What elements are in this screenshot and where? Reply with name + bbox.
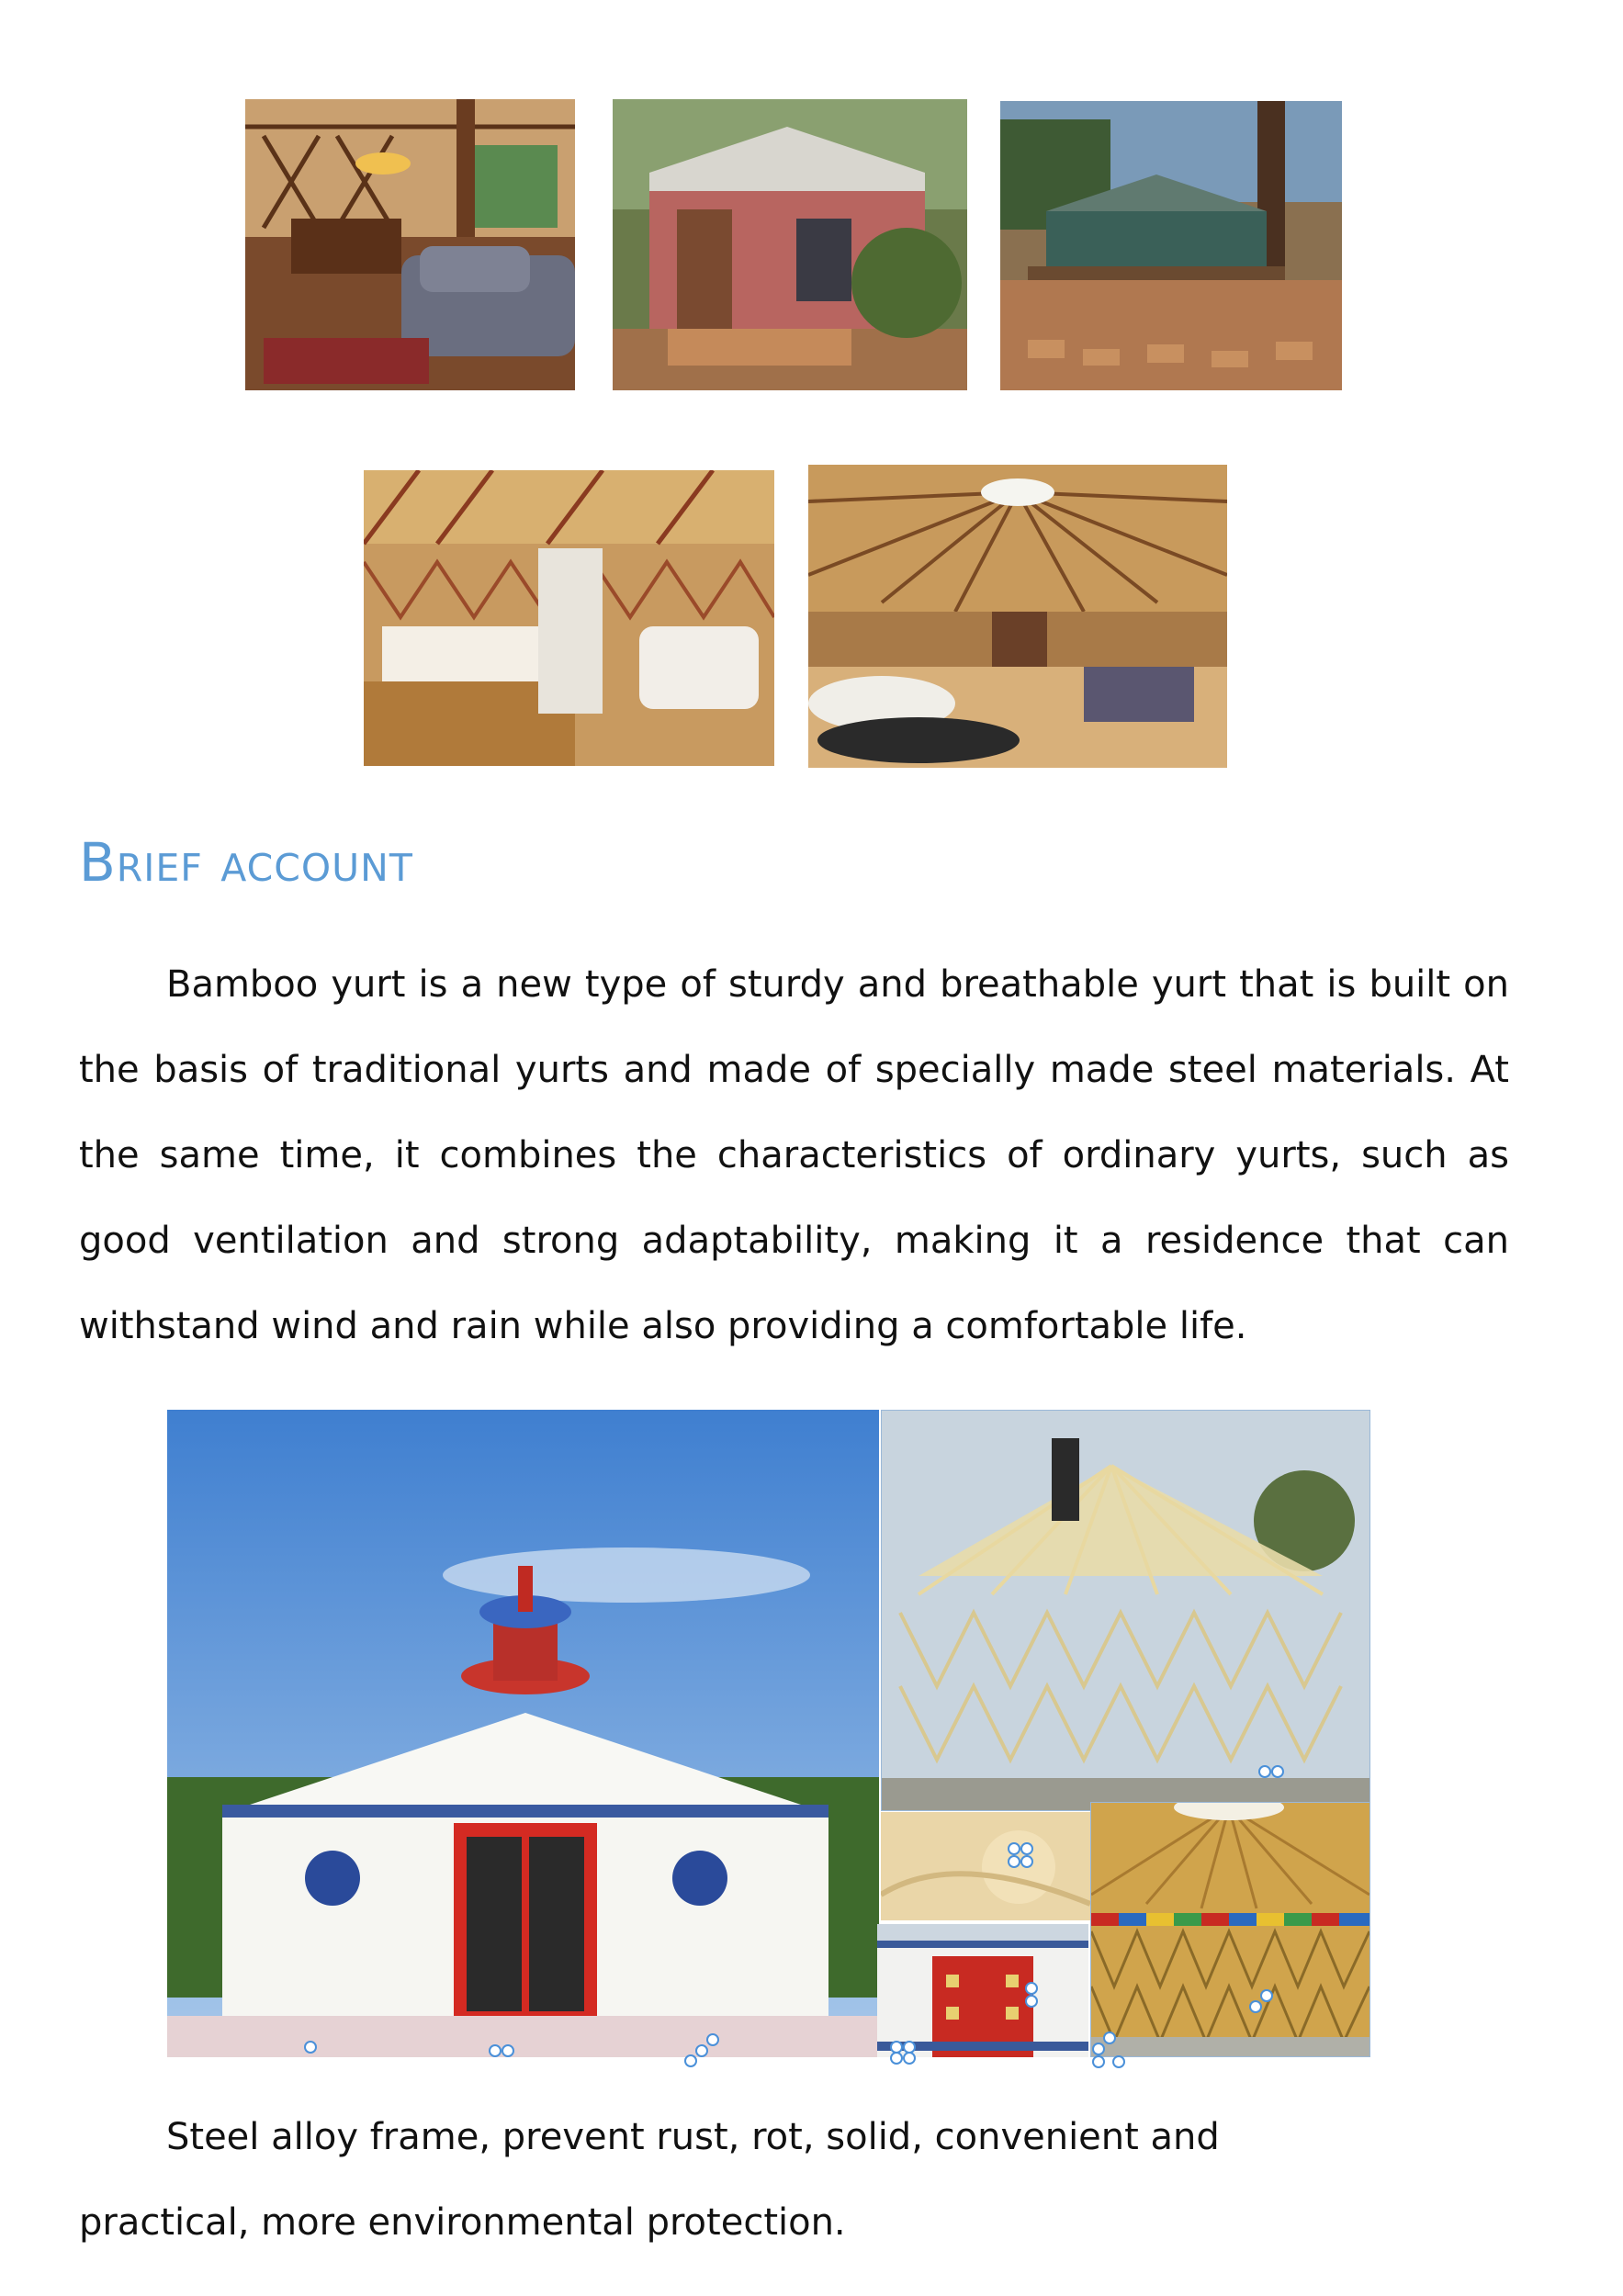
yurt-bedroom-interior-photo [364,470,774,766]
anchor-handle-icon [1092,2043,1105,2055]
yurt-on-deck-forest-photo [1000,101,1342,390]
anchor-handle-icon [1020,1855,1033,1868]
anchor-handle-icon [706,2033,719,2046]
anchor-handle-icon [1025,1995,1038,2008]
yurt-ceiling-interior-photo [1090,1802,1370,2057]
anchor-handle-icon [903,2052,916,2065]
anchor-handle-icon [1112,2055,1125,2068]
anchor-handle-icon [1020,1842,1033,1855]
anchor-handle-icon [890,2052,903,2065]
description-paragraph: Bamboo yurt is a new type of sturdy and breathable yurt that is built on the basis of traditional yurts and made of specially made steel materials. At the same time, it combines the characteristics of ordinary yurts, such as good ventilation and strong adaptability, making it a residence that can withstand wind and rain while also providing a comfortable life. [79,963,1509,1347]
yurt-interior-living-room-photo [245,99,575,390]
yurt-kitchen-interior-photo [808,465,1227,768]
anchor-handle-icon [1025,1982,1038,1995]
anchor-handle-icon [1103,2032,1116,2044]
anchor-handle-icon [695,2044,708,2057]
yurt-fabric-closeup-photo [881,1812,1090,1920]
white-mongolian-yurt-photo [167,1410,879,2057]
yurt-frame-construction-photo [881,1410,1370,1811]
anchor-handle-icon [1249,2000,1262,2013]
section-heading: Brief account [79,831,413,894]
anchor-handle-icon [304,2041,317,2054]
red-yurt-exterior-photo [613,99,967,390]
yurt-red-door-photo [877,1924,1088,2057]
anchor-handle-icon [684,2054,697,2067]
anchor-handle-icon [502,2044,514,2057]
anchor-handle-icon [489,2044,502,2057]
anchor-handle-icon [1008,1855,1020,1868]
frame-description-paragraph: Steel alloy frame, prevent rust, rot, solid, convenient and practical, more environmental protection. [79,2116,1220,2244]
anchor-handle-icon [1271,1765,1284,1778]
anchor-handle-icon [1260,1989,1273,2002]
anchor-handle-icon [1008,1842,1020,1855]
anchor-handle-icon [1092,2055,1105,2068]
anchor-handle-icon [1258,1765,1271,1778]
